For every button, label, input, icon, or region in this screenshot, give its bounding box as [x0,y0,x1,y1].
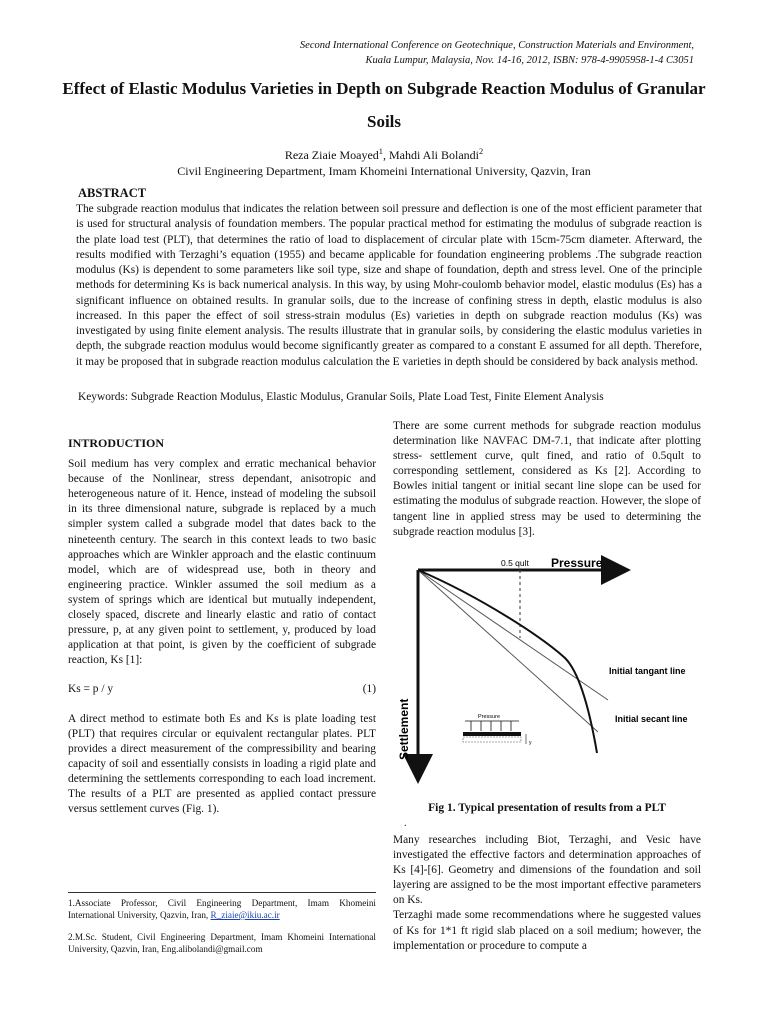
paper-title: Effect of Elastic Modulus Varieties in Depth on Subgrade Reaction Modulus of Granular Soils [62,79,706,131]
author-2-sup: 2 [478,147,484,156]
settlement-label: Settlement [397,698,411,760]
right-paragraph-3: Terzaghi made some recommendations where he suggested values of Ks for 1*1 ft rigid slab placed on a soil medium; however, the implementation or procedure to compute a [393,909,701,952]
footnote-2: 2.M.Sc. Student, Civil Engineering Department, Imam Khomeini International University, Qazvin, Iran, Eng.alibolandi@gmail.com [68,932,376,954]
header-line-2: Kuala Lumpur, Malaysia, Nov. 14-16, 2012, ISBN: 978-4-9905958-1-4 C3051 [365,55,694,66]
plt-curve-diagram [393,548,703,800]
intro-paragraph-2: A direct method to estimate both Es and Ks is plate loading test (PLT) that requires circular or equivalent rectangular plates. PLT provides a direct measurement of the compressibility and bearing capacity of soil and essentially consists in loading a rigid plate and determining the settlements corresponding to each load increment. The results of a PLT are presented as applied contact pressure versus settlement curves (Fig. 1). [68,712,376,816]
introduction-heading: INTRODUCTION [68,436,165,450]
right-column-top [393,419,701,540]
footnote-1-text: 1.Associate Professor, Civil Engineering Department, Imam Khomeini International University, Qazvin, Iran, [68,898,376,920]
equation-1 [68,682,376,697]
keywords: Keywords: Subgrade Reaction Modulus, Elastic Modulus, Granular Soils, Plate Load Test, Finite Element Analysis [78,391,604,403]
plate-y-label: y [529,740,532,746]
stray-dot: . [404,818,407,829]
footnote-rule [68,892,376,893]
tangent-line-label: Initial tangant line [609,666,686,676]
affiliation: Civil Engineering Department, Imam Khomeini International University, Qazvin, Iran [177,164,591,178]
figure-1-caption: Fig 1. Typical presentation of results from a PLT [428,802,666,814]
right-column-bottom [393,833,701,954]
right-paragraph-2: Many researches including Biot, Terzaghi, and Vesic have investigated the effective factors and determination approaches of Ks [4]-[6]. Geometry and dimensions of the foundation and soil layering are assigned to be the most important effective parameters on Ks. [393,834,701,907]
equation-number: (1) [362,683,376,696]
conference-header [94,38,694,68]
plate-pressure-label: Pressure [478,714,501,720]
authors [60,148,708,163]
secant-line-label: Initial secant line [615,714,688,724]
equation-text: Ks = p / y [68,683,114,696]
footnote-1-email-link[interactable]: R_ziaie@ikiu.ac.ir [210,910,280,920]
intro-paragraph-1: Soil medium has very complex and erratic mechanical behavior because of the Nonlinear, stress dependant, anisotropic and heterogeneous nature of it. Hence, instead of modeling the subsoil in its three dimensional nature, subgrade is replaced by a much simpler system called a subgrade model that dates back to the nineteenth century. The search in this context leads to two basic approaches which are Winkler approach and the elastic continuum model, which are of widespread use, both in theory and engineering practice. Winkler assumed the soil medium as a system of springs which are identical but mutually independent, closely spaced, discrete and linearly elastic and ratio of contact pressure, p, at any given point to settlement, y, produced by load application at that point, is given by the coefficient of subgrade reaction, Ks [1]: [68,458,376,667]
header-line-1: Second International Conference on Geotechnique, Construction Materials and Environment, [299,40,694,51]
initial-secant-line [418,570,598,732]
footnotes [68,892,376,965]
load-settlement-curve [418,570,597,753]
author-1-sup: 1 [378,147,383,156]
pressure-label: Pressure [551,556,603,570]
left-column [68,436,376,817]
half-qult-label: 0.5 qult [501,558,529,568]
author-2: Mahdi Ali Bolandi [388,148,479,162]
footnote-1 [68,897,376,921]
figure-1 [393,548,703,800]
right-paragraph-1: There are some current methods for subgrade reaction modulus determination like NAVFAC DM-7.1, that indicate after plotting stress- settlement curve, qult fined, and ratio of 0.5qult to corresponding settlement, considered as Ks [2]. According to Bowles initial tangent or initial secant line slope can be used for estimating the modulus of subgrade reaction. However, the slope of tangent line in applied stress may be used to determining the subgrade reaction modulus [3]. [393,420,701,538]
author-separator: , [382,148,389,162]
author-1: Reza Ziaie Moayed [284,148,379,162]
abstract-text: The subgrade reaction modulus that indicates the relation between soil pressure and deflection is one of the most efficient parameter that is used for structural analysis of foundation members. The popular practical method for estimating the modulus of subgrade reaction is the plate load test (PLT), that determines the ratio of load to displacement of circular plate with 15cm-75cm diameter. Afterward, the results modified with Terzaghi’s equation (1955) and became applicable for foundation engineering problems .The subgrade reaction modulus (Ks) is dependent to some parameters like soil type, size and shape of foundation, depth and stress level. One of the principle methods for determining Ks is back numerical analysis. In this way, by using Mohr-coulomb behavior model, elastic modulus (Es) has a significant influence on obtained results. In granular soils, due to the increase of confining stress in depth, elastic modulus is also increased. In this paper the effect of soil stress-strain modulus (Es) varieties in depth on subgrade reaction modulus (Ks) was investigated by using finite element analysis. The results illustrate that in granular soils, by considering the elastic modulus varieties in depth, the subgrade reaction modulus would become significantly greater as compared to a constant E assumed for all depth. Therefore, it may be proposed that in subgrade reaction modulus calculation the E varieties in depth should be considered by back analysis method. [76,203,702,368]
abstract-heading: ABSTRACT [78,186,147,200]
plate-sketch [463,714,532,746]
